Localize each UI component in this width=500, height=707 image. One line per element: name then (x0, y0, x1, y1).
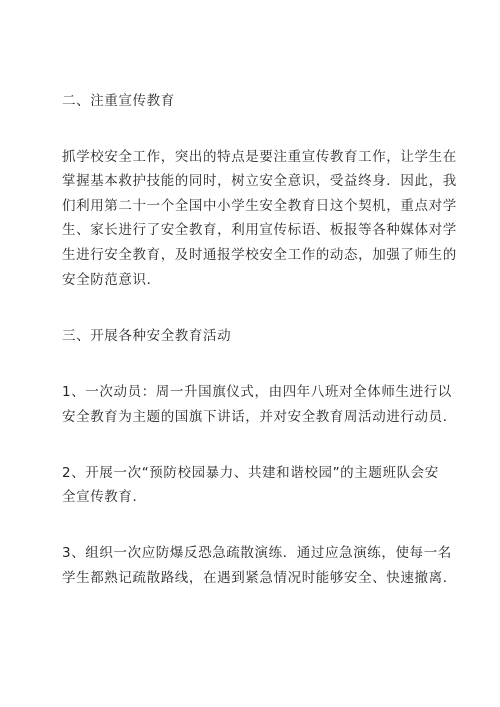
list-item-line: 安全教育为主题的国旗下讲话，并对安全教育周活动进行动员． (62, 409, 457, 425)
list-item-line: 2、开展一次“预防校园暴力、共建和谐校园”的主题班队会安 (62, 465, 439, 481)
list-item-line: 学生都熟记疏散路线，在遇到紧急情况时能够安全、快速撤离． (62, 570, 457, 586)
paragraph-line: 抓学校安全工作，突出的特点是要注重宣传教育工作，让学生在 (62, 149, 457, 165)
paragraph-line: 生进行安全教育，及时通报学校安全工作的动态，加强了师生的 (62, 247, 457, 263)
paragraph-line: 掌握基本救护技能的同时，树立安全意识，受益终身．因此，我 (62, 173, 457, 189)
section-heading-3: 三、开展各种安全教育活动 (62, 328, 232, 344)
paragraph-line: 生、家长进行了安全教育，利用宣传标语、板报等各种媒体对学 (62, 222, 457, 238)
list-item-line: 3、组织一次应防爆反恐急疏散演练．通过应急演练，使每一名 (62, 545, 452, 561)
section-heading-2: 二、注重宣传教育 (62, 93, 175, 109)
list-item-line: 全宣传教育． (62, 489, 147, 505)
list-item-line: 1、一次动员：周一升国旗仪式，由四年八班对全体师生进行以 (62, 384, 452, 400)
paragraph-line: 安全防范意识． (62, 272, 161, 288)
paragraph-line: 们利用第二十一个全国中小学生安全教育日这个契机，重点对学 (62, 198, 457, 214)
